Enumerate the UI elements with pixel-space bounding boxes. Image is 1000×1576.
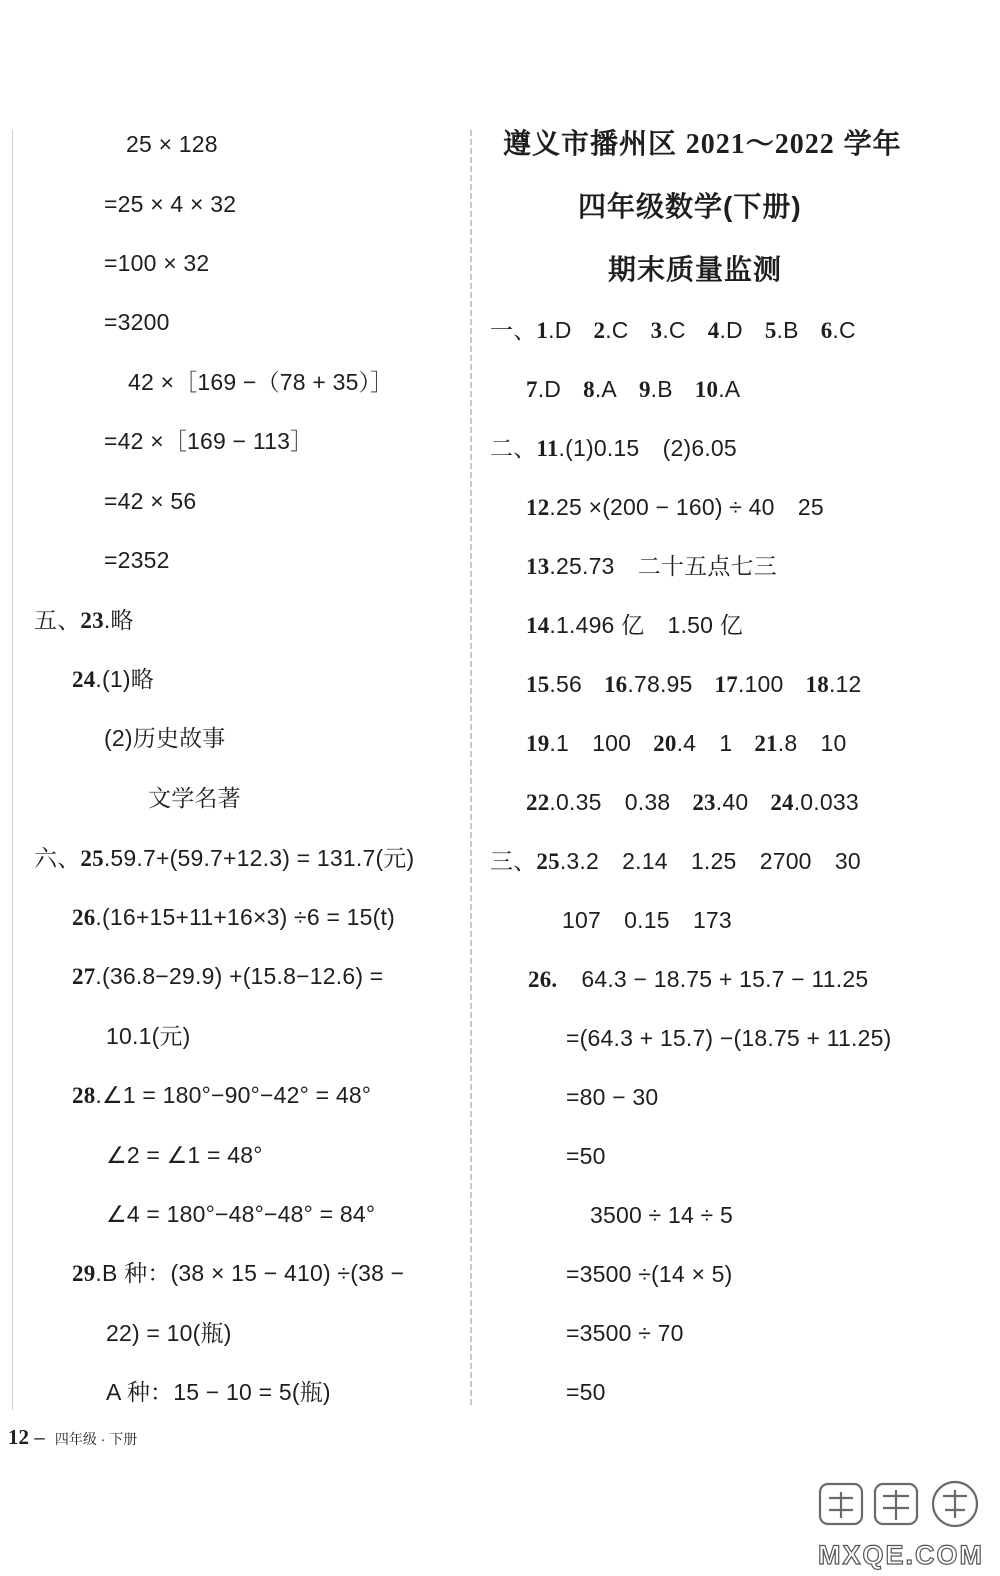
mc-answers-row1: [490, 315, 856, 346]
calc-line: =(64.3 + 15.7) −(18.75 + 11.25): [566, 1025, 892, 1051]
answer-q29: [72, 1258, 404, 1289]
answer-text: .59.7+(59.7+12.3) = 131.7(元): [103, 845, 415, 871]
answer-text: .25 ×(200 − 160) ÷ 40 25: [549, 494, 824, 520]
answer-text: .78.95: [627, 671, 693, 697]
answer-text: .(16+15+11+16×3) ÷6 = 15(t): [95, 904, 395, 930]
question-number: 28: [72, 1083, 96, 1108]
answer-q27: [72, 961, 383, 992]
calc-line: =50: [566, 1379, 606, 1405]
answer-line: 文学名著: [148, 785, 241, 811]
answer-text: .C: [832, 317, 856, 343]
answer-text: .D: [719, 317, 743, 343]
calc-line: 3500 ÷ 14 ÷ 5: [590, 1202, 733, 1228]
calc-line: =42 ×［169 − 113］: [104, 428, 314, 454]
title-text: 遵义市播州区: [503, 128, 686, 159]
calc-line: =50: [566, 1143, 606, 1169]
answer-text: .0.033: [793, 789, 859, 815]
grade-label: 四年级 · 下册: [54, 1431, 138, 1447]
answer-text: .∠1 = 180°−90°−42° = 48°: [95, 1082, 372, 1108]
answer-q26: [72, 902, 395, 933]
question-number: 14: [526, 613, 550, 638]
title-year: 2022: [774, 129, 835, 160]
left-margin-rule: [12, 130, 13, 1410]
question-number: 19: [526, 731, 550, 756]
calc-line: =3200: [104, 309, 170, 335]
answer-text: .1 100: [549, 730, 632, 756]
calc-line: 64.3 − 18.75 + 15.7 − 11.25: [581, 966, 869, 992]
answer-text: .8 10: [777, 730, 847, 756]
answer-text: .B: [650, 376, 673, 402]
answer-line: 22) = 10(瓶): [106, 1320, 232, 1346]
question-number: 5: [764, 318, 777, 343]
mc-answers-row2: [526, 374, 740, 405]
answer-text: .(1)略: [95, 666, 154, 692]
answer-text: .略: [103, 607, 134, 633]
answer-q25: [490, 846, 861, 877]
question-number: 26: [528, 967, 552, 992]
answer-text: .3.2 2.14 1.25 2700 30: [559, 848, 861, 874]
answer-text: .(36.8−29.9) +(15.8−12.6) =: [95, 963, 384, 989]
answer-line: A 种：15 − 10 = 5(瓶): [106, 1379, 331, 1405]
answer-text: .12: [828, 671, 862, 697]
answer-text: .A: [718, 376, 741, 402]
calc-line: =42 × 56: [104, 488, 197, 514]
answer-text: .D: [537, 376, 562, 402]
question-number: 29: [72, 1261, 96, 1286]
answer-q24: [72, 664, 154, 695]
answer-q13: [526, 551, 777, 582]
answer-q26: [528, 964, 868, 995]
section-prefix: 一、: [490, 317, 537, 343]
question-number: 23: [692, 790, 716, 815]
section-prefix: 三、: [490, 848, 537, 874]
section-prefix: 二、: [490, 435, 537, 461]
answer-text: .C: [605, 317, 629, 343]
answer-q23: [34, 605, 134, 636]
question-number: 13: [526, 554, 550, 579]
answer-q12: [526, 492, 824, 523]
answer-text: .A: [594, 376, 617, 402]
answer-text: .1.496 亿 1.50 亿: [549, 612, 743, 638]
answer-line: ∠4 = 180°−48°−48° = 84°: [106, 1201, 376, 1227]
question-number: 16: [603, 672, 628, 697]
column-divider: [470, 130, 472, 1405]
answer-text: .(1)0.15 (2)6.05: [558, 435, 737, 461]
answer-text: .D: [548, 317, 572, 343]
question-number: 11: [536, 436, 559, 461]
answer-q19-21: [526, 728, 847, 759]
question-number: 22: [526, 790, 550, 815]
answer-text: .100: [737, 671, 784, 697]
answer-q15-18: [526, 669, 862, 700]
calc-line: =100 × 32: [104, 250, 210, 276]
answer-text: .25.73 二十五点七三: [549, 553, 777, 579]
question-number: 23: [80, 608, 104, 633]
answer-text: .40: [715, 789, 749, 815]
question-number: 4: [707, 318, 720, 343]
answer-line: ∠2 = ∠1 = 48°: [106, 1142, 263, 1168]
calc-line: =3500 ÷(14 × 5): [566, 1261, 733, 1287]
question-number: 17: [714, 672, 738, 697]
watermark-url: MXQE.COM: [818, 1540, 985, 1570]
exam-subtitle-2: 期末质量监测: [608, 254, 783, 285]
question-number: 6: [820, 318, 833, 343]
answer-q28: [72, 1080, 371, 1111]
question-number: 3: [650, 318, 663, 343]
footer-dash: –: [29, 1428, 45, 1449]
calc-line: =3500 ÷ 70: [566, 1320, 684, 1346]
question-number: 24: [72, 667, 96, 692]
title-year: 2021: [685, 129, 746, 160]
question-number: 25: [536, 849, 560, 874]
question-number: 10: [694, 377, 719, 402]
answer-text: .4 1: [676, 730, 733, 756]
page-number: 12: [8, 1425, 29, 1449]
answer-text: .: [551, 967, 558, 992]
answer-q14: [526, 610, 743, 641]
section-prefix: 五、: [34, 607, 81, 633]
answer-q25: [34, 843, 414, 874]
question-number: 9: [638, 377, 651, 402]
question-number: 27: [72, 964, 96, 989]
question-number: 25: [80, 846, 104, 871]
answer-line: (2)历史故事: [104, 725, 226, 751]
question-number: 8: [583, 377, 595, 402]
answer-line: 10.1(元): [106, 1023, 191, 1049]
calc-line: =80 − 30: [566, 1084, 659, 1110]
question-number: 7: [526, 377, 538, 402]
exam-title: [503, 126, 902, 163]
answer-text: .0.35 0.38: [549, 789, 671, 815]
answer-line: 107 0.15 173: [562, 907, 732, 933]
question-number: 15: [526, 672, 550, 697]
calc-line: 42 ×［169 −（78 + 35）］: [128, 369, 394, 395]
question-number: 26: [72, 905, 96, 930]
answer-text: .B 种：(38 × 15 − 410) ÷(38 −: [95, 1260, 405, 1286]
question-number: 21: [754, 731, 778, 756]
answer-text: .C: [662, 317, 686, 343]
exam-subtitle: 四年级数学(下册): [578, 191, 802, 222]
title-text: 学年: [834, 128, 902, 159]
question-number: 2: [593, 318, 606, 343]
answer-q11: [490, 433, 737, 464]
question-number: 1: [536, 318, 549, 343]
question-number: 18: [805, 672, 829, 697]
answer-text: .B: [776, 317, 799, 343]
question-number: 12: [526, 495, 550, 520]
title-separator: ～: [745, 128, 775, 159]
calc-line: 25 × 128: [126, 131, 218, 157]
answer-q22-24: [526, 787, 859, 818]
answer-text: .56: [549, 671, 582, 697]
calc-line: =25 × 4 × 32: [104, 191, 237, 217]
calc-line: =2352: [104, 547, 170, 573]
section-prefix: 六、: [34, 845, 81, 871]
question-number: 24: [770, 790, 794, 815]
question-number: 20: [653, 731, 677, 756]
page-footer: [8, 1425, 137, 1450]
